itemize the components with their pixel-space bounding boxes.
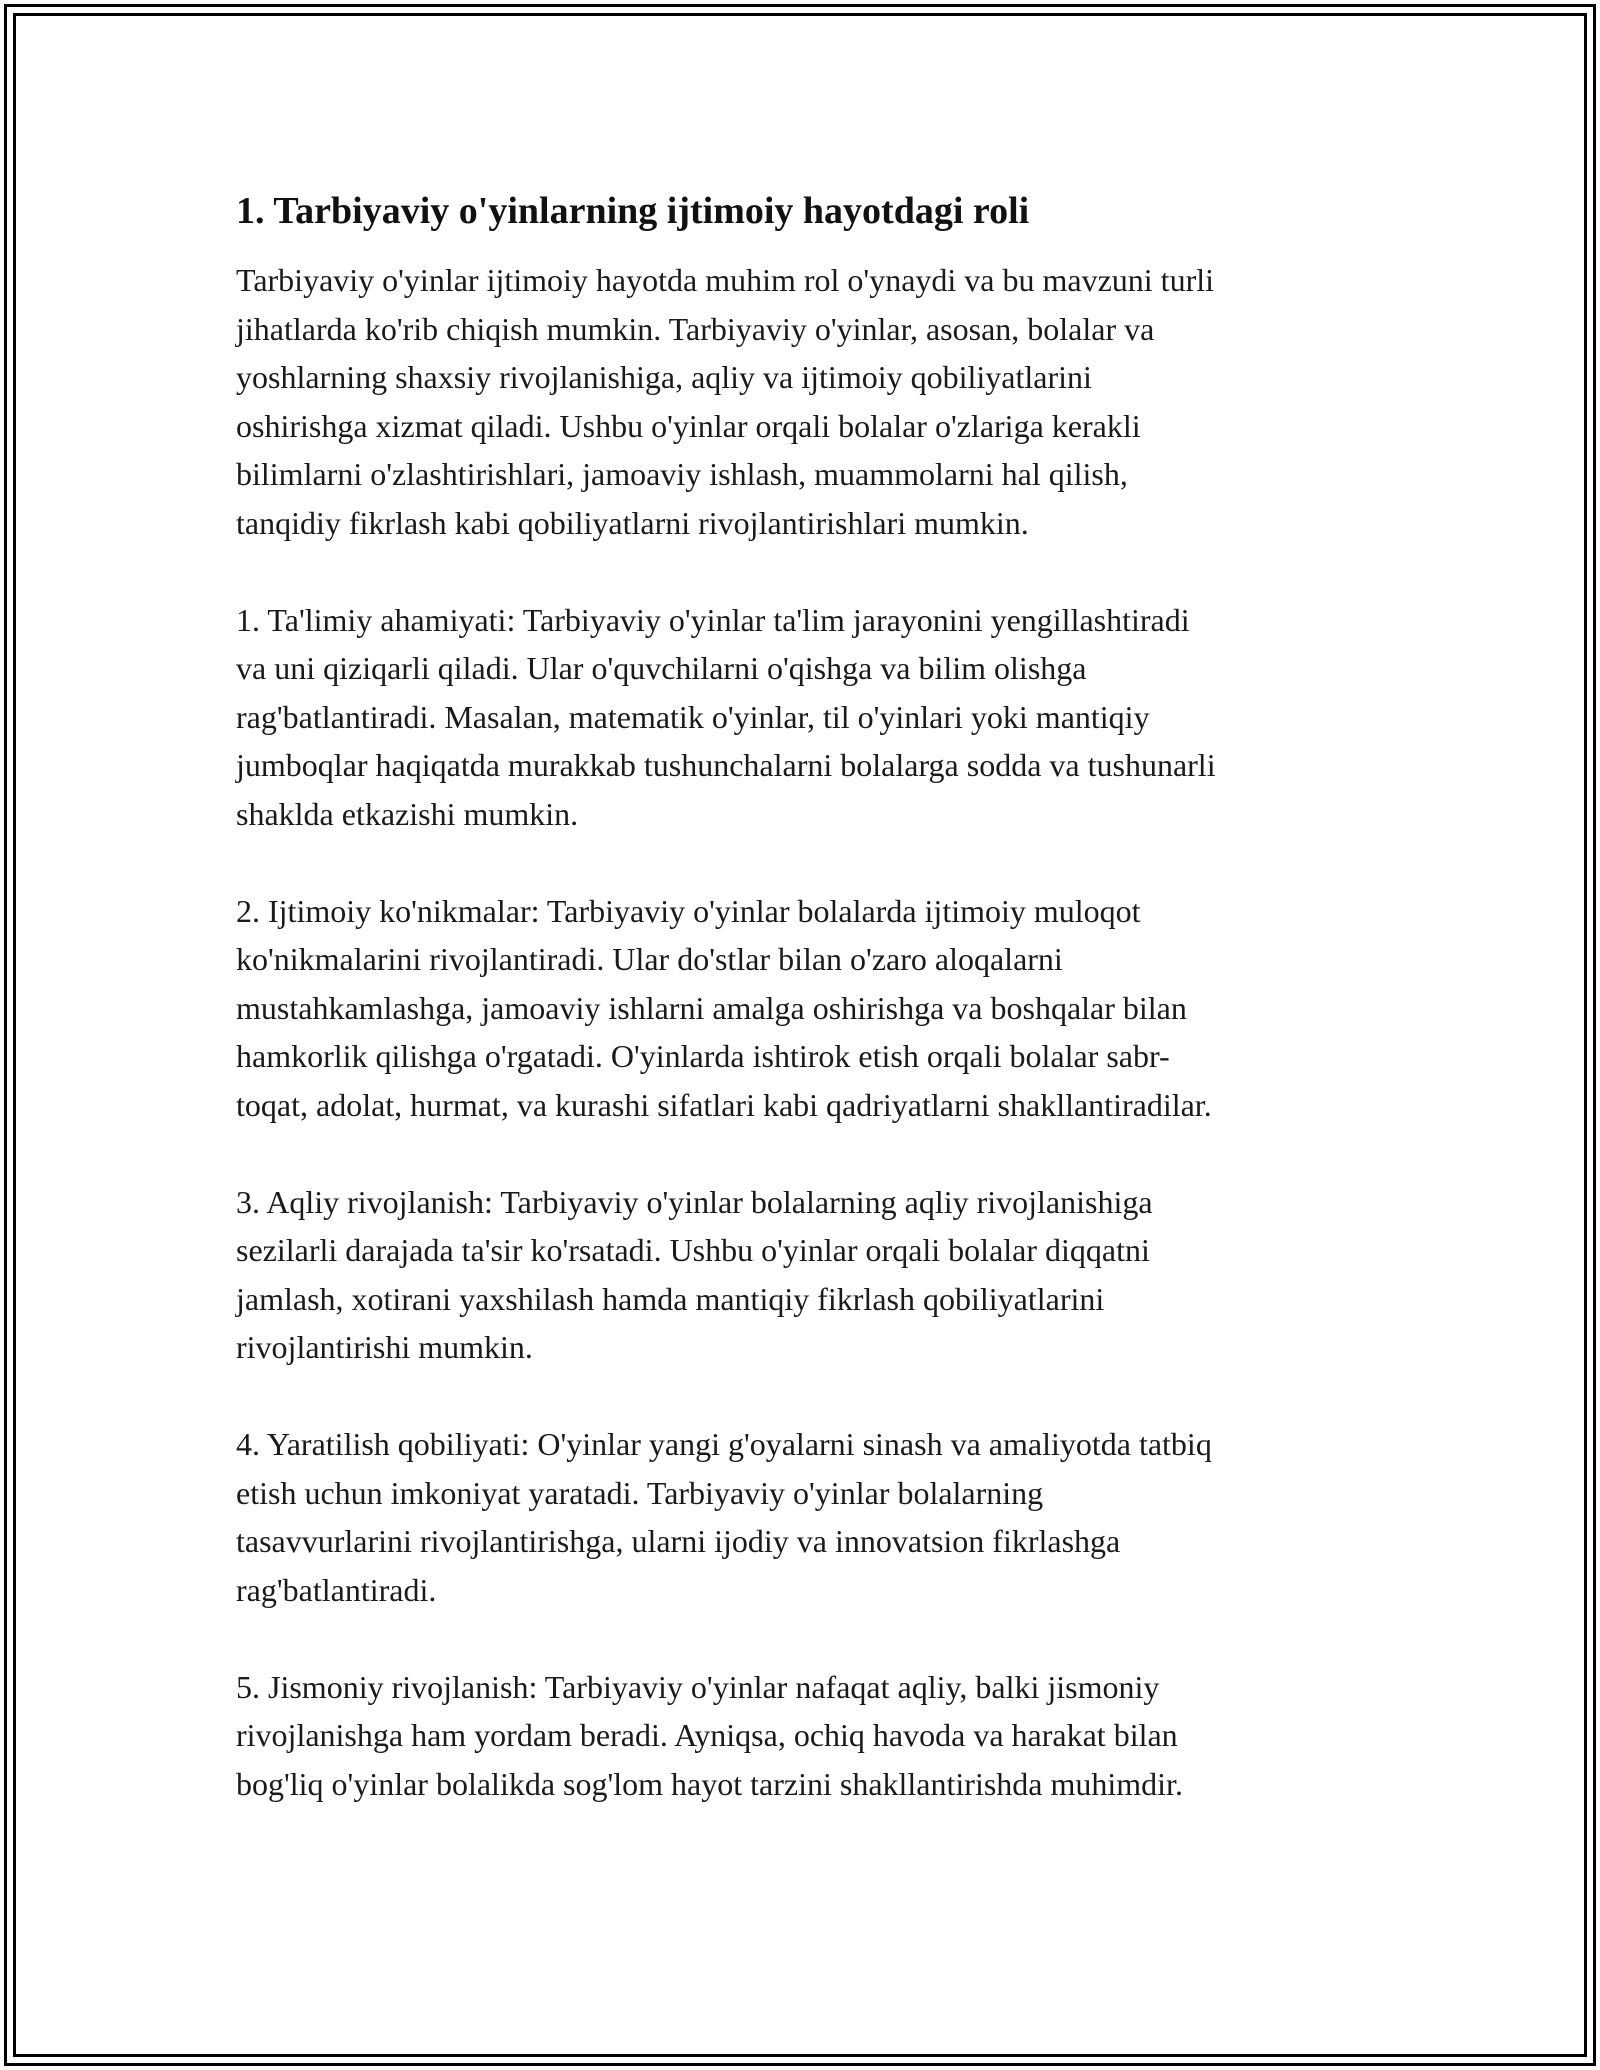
paragraph xyxy=(236,1178,1376,1372)
paragraph-line: bilimlarni o'zlashtirishlari, jamoaviy ishlash, muammolarni hal qilish, xyxy=(236,456,1128,492)
paragraph-line: 2. Ijtimoiy ko'nikmalar: Tarbiyaviy o'yinlar bolalarda ijtimoiy muloqot xyxy=(236,892,1141,929)
paragraph-line: mustahkamlashga, jamoaviy ishlarni amalga oshirishga va boshqalar bilan xyxy=(236,989,1187,1026)
paragraph-line: 5. Jismoniy rivojlanish: Tarbiyaviy o'yinlar nafaqat aqliy, balki jismoniy xyxy=(236,1668,1160,1705)
paragraph-line: tanqidiy fikrlash kabi qobiliyatlarni rivojlantirishlari mumkin. xyxy=(236,504,1029,541)
paragraph-line: yoshlarning shaxsiy rivojlanishiga, aqliy va ijtimoiy qobiliyatlarini xyxy=(236,359,1092,395)
paragraph xyxy=(236,1663,1376,1809)
paragraph xyxy=(236,596,1376,839)
paragraph-line: ko'nikmalarini rivojlantiradi. Ular do'stlar bilan o'zaro aloqalarni xyxy=(236,941,1063,977)
paragraph-line: va uni qiziqarli qiladi. Ular o'quvchilarni o'qishga va bilim olishga xyxy=(236,650,1087,686)
paragraph-line: 4. Yaratilish qobiliyati: O'yinlar yangi g'oyalarni sinash va amaliyotda tatbiq xyxy=(236,1426,1212,1462)
paragraph-line: hamkorlik qilishga o'rgatadi. O'yinlarda ishtirok etish orqali bolalar sabr- xyxy=(236,1038,1170,1074)
paragraph-line: rivojlantirishi mumkin. xyxy=(236,1329,533,1365)
paragraph xyxy=(236,1420,1376,1614)
paragraph-line: jumboqlar haqiqatda murakkab tushunchalarni bolalarga sodda va tushunarli xyxy=(236,747,1216,783)
document-title: 1. Tarbiyaviy o'yinlarning ijtimoiy hayotdagi roli xyxy=(236,190,1030,232)
paragraph xyxy=(236,887,1376,1130)
paragraph xyxy=(236,256,1376,547)
paragraph-line: 1. Ta'limiy ahamiyati: Tarbiyaviy o'yinlar ta'lim jarayonini yengillashtiradi xyxy=(236,601,1190,638)
paragraph-line: bog'liq o'yinlar bolalikda sog'lom hayot tarzini shakllantirishda muhimdir. xyxy=(236,1765,1183,1802)
paragraph-line: tasavvurlarini rivojlantirishga, ularni ijodiy va innovatsion fikrlashga xyxy=(236,1523,1121,1559)
document-body xyxy=(236,186,1376,1808)
paragraph-line: Tarbiyaviy o'yinlar ijtimoiy hayotda muhim rol o'ynaydi va bu mavzuni turli xyxy=(236,262,1214,298)
paragraph-line: jihatlarda ko'rib chiqish mumkin. Tarbiyaviy o'yinlar, asosan, bolalar va xyxy=(236,310,1155,347)
paragraph-line: shaklda etkazishi mumkin. xyxy=(236,795,579,832)
paragraph-line: rivojlanishga ham yordam beradi. Ayniqsa, ochiq havoda va harakat bilan xyxy=(236,1717,1178,1753)
paragraph-line: sezilarli darajada ta'sir ko'rsatadi. Ushbu o'yinlar orqali bolalar diqqatni xyxy=(236,1232,1150,1268)
paragraph-line: oshirishga xizmat qiladi. Ushbu o'yinlar orqali bolalar o'zlariga kerakli xyxy=(236,407,1141,444)
paragraph-line: etish uchun imkoniyat yaratadi. Tarbiyaviy o'yinlar bolalarning xyxy=(236,1474,1044,1511)
paragraph-line: rag'batlantiradi. Masalan, matematik o'yinlar, til o'yinlari yoki mantiqiy xyxy=(236,698,1150,735)
paragraph-list xyxy=(236,256,1376,1808)
paragraph-line: 3. Aqliy rivojlanish: Tarbiyaviy o'yinlar bolalarning aqliy rivojlanishiga xyxy=(236,1183,1153,1220)
paragraph-line: jamlash, xotirani yaxshilash hamda mantiqiy fikrlash qobiliyatlarini xyxy=(236,1280,1105,1317)
paragraph-line: toqat, adolat, hurmat, va kurashi sifatlari kabi qadriyatlarni shakllantiradilar. xyxy=(236,1086,1212,1123)
paragraph-line: rag'batlantiradi. xyxy=(236,1571,437,1608)
